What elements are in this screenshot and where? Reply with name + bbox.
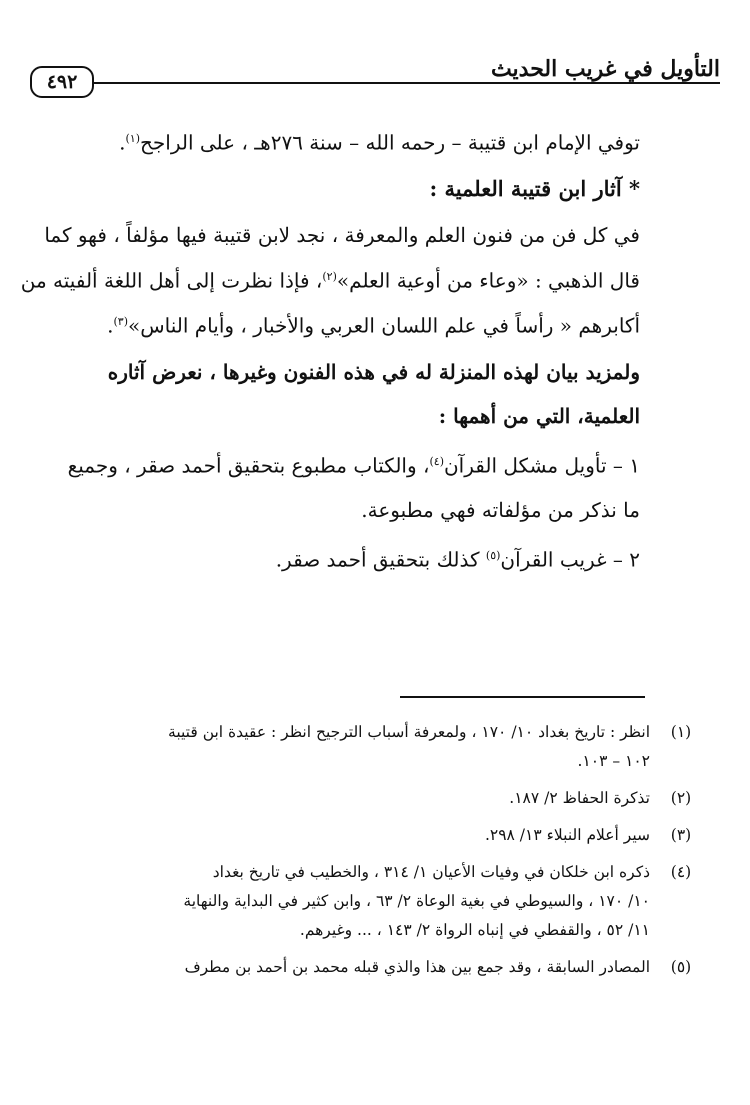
footnotes — [72, 718, 692, 990]
footnote-item — [72, 953, 692, 982]
footnote-line: انظر : تاريخ بغداد ١٠/ ١٧٠ ، ولمعرفة أسباب الترجيح انظر : عقيدة ابن قتيبة — [168, 723, 650, 741]
paragraph-death: توفي الإمام ابن قتيبة – رحمه الله – سنة ٢٧٦هـ ، على الراجح$^{(١)}$. — [119, 130, 640, 155]
footnote-item — [72, 784, 692, 813]
footnote-number: (٣) — [670, 826, 692, 844]
footnote-ref: (٤) — [429, 454, 444, 468]
text-line: ، والكتاب مطبوع بتحقيق أحمد صقر ، وجميع — [67, 453, 430, 478]
paragraph-works-intro — [60, 358, 640, 430]
footnote-line: المصادر السابقة ، وقد جمع بين هذا والذي قبله محمد بن أحمد بن مطرف — [184, 958, 650, 976]
header-rule — [88, 82, 720, 84]
footnote-line: سير أعلام النبلاء ١٣/ ٢٩٨. — [484, 826, 650, 844]
heading-works: * آثار ابن قتيبة العلمية : — [429, 175, 640, 201]
footnote-item — [72, 821, 692, 850]
text-line: ولمزيد بيان لهذه المنزلة له في هذه الفنون وغيرها ، نعرض آثاره — [107, 359, 640, 384]
footnote-number: (٤) — [670, 863, 692, 881]
footnote-line: ١٠٢ – ١٠٣. — [577, 752, 650, 770]
footnote-ref: (١) — [125, 132, 141, 145]
footnote-item — [72, 718, 692, 776]
paragraph-intro — [20, 221, 640, 340]
footnote-ref: (٢) — [322, 269, 337, 283]
text-line: ١ – تأويل مشكل القرآن — [443, 453, 640, 478]
text-line: . — [107, 313, 114, 338]
text-line: في كل فن من فنون العلم والمعرفة ، نجد لابن قتيبة فيها مؤلفاً ، فهو كما — [44, 222, 640, 247]
footnote-number: (٥) — [670, 958, 692, 976]
running-title: التأويل في غريب الحديث — [490, 56, 720, 82]
work-item-1 — [60, 448, 640, 524]
footnote-number: (١) — [670, 723, 692, 741]
page-number: ٤٩٢ — [30, 66, 94, 98]
footnote-line: ذكره ابن خلكان في وفيات الأعيان ١/ ٣١٤ ، والخطيب في تاريخ بغداد — [212, 863, 650, 881]
text-line: ما نذكر من مؤلفاته فهي مطبوعة. — [361, 497, 640, 522]
footnote-ref: (٥) — [485, 548, 501, 562]
body-text — [20, 125, 640, 591]
footnote-line: ١٠/ ١٧٠ ، والسيوطي في بغية الوعاة ٢/ ٦٣ ، وابن كثير في البداية والنهاية — [183, 892, 650, 910]
text-line: أكابرهم « رأساً في علم اللسان العربي والأخبار ، وأيام الناس» — [128, 313, 640, 338]
footnote-item — [72, 858, 692, 945]
text-line: كذلك بتحقيق أحمد صقر. — [275, 547, 486, 572]
work-item-2 — [60, 542, 640, 574]
footnote-number: (٢) — [670, 789, 692, 807]
footnote-ref: (٣) — [113, 315, 129, 329]
text-line: ٢ – غريب القرآن — [500, 547, 640, 572]
footnote-line: تذكرة الحفاظ ٢/ ١٨٧. — [509, 789, 650, 807]
text-line: توفي الإمام ابن قتيبة – رحمه الله – سنة ٢٧٦هـ ، على الراجح — [140, 130, 640, 155]
page-header — [30, 48, 720, 98]
text-line: العلمية، التي من أهمها : — [438, 403, 640, 428]
section-heading — [60, 175, 640, 203]
footnote-separator — [400, 696, 645, 698]
text-line: ، فإذا نظرت إلى أهل اللغة ألفيته من — [20, 268, 323, 293]
text-line: قال الذهبي : «وعاء من أوعية العلم» — [336, 268, 640, 293]
footnote-line: ١١/ ٥٢ ، والقفطي في إنباه الرواة ٢/ ١٤٣ ، ... وغيرهم. — [299, 921, 650, 939]
